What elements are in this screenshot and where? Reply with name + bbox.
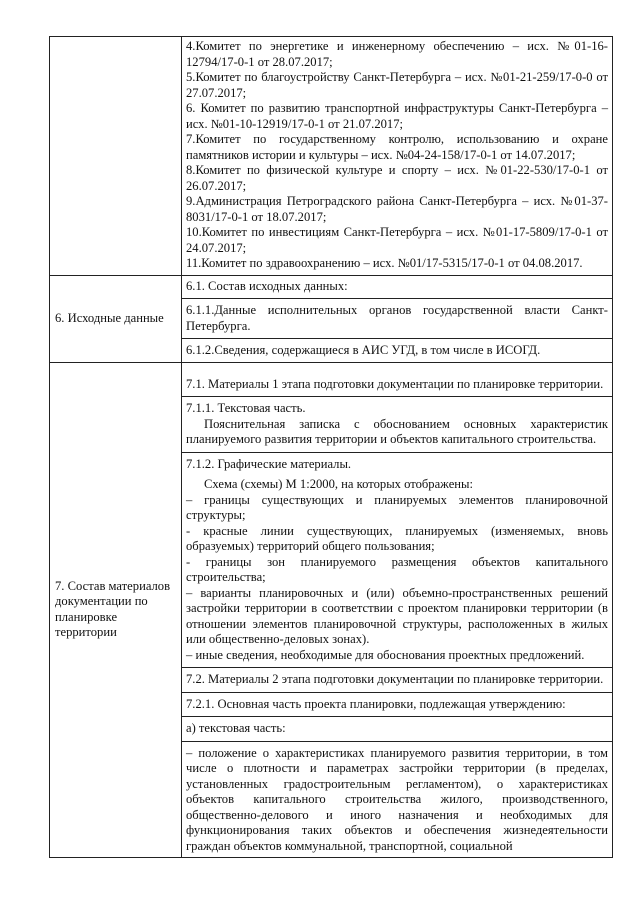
paragraph: а) текстовая часть:: [186, 721, 286, 735]
paragraph: – положение о характеристиках планируемого развития территории, в том числе о плотности и параметрах застройки территории (в пределах, установленных градостроительным регламентом), о характеристиках объектов капитального строительства жилого, производственного, общественно-делового и иного назначения и необходимых для функционирования таких объектов и обеспечения жизнедеятельности граждан объектов коммунальной, транспортной, социальной: [186, 745, 608, 853]
paragraph: 7.2.1. Основная часть проекта планировки, подлежащая утверждению:: [186, 696, 566, 711]
list-item: 6. Комитет по развитию транспортной инфраструктуры Санкт-Петербурга – исх. №01-10-12919/17-0-1 от 21.07.2017;: [186, 101, 608, 131]
section-6-content: [182, 275, 613, 362]
paragraph: Пояснительная записка с обоснованием основных характеристик планируемого развития территории и объектов капитального строительства.: [186, 416, 608, 446]
list-item: 9.Администрация Петроградского района Санкт-Петербурга – исх. №01-37-8031/17-0-1 от 18.07.2017;: [186, 194, 608, 224]
list-item: 5.Комитет по благоустройству Санкт-Петербурга – исх. №01-21-259/17-0-0 от 27.07.2017;: [186, 70, 608, 100]
list-item: - границы зон планируемого размещения объектов капитального строительства;: [186, 554, 608, 584]
divider: [182, 452, 612, 453]
paragraph: Схема (схемы) М 1:2000, на которых отображены:: [204, 477, 473, 491]
table-row: [50, 362, 613, 858]
list-item: 8.Комитет по физической культуре и спорту – исх. №01-22-530/17-0-1 от 26.07.2017;: [186, 163, 608, 193]
list-item: 6.1.1.Данные исполнительных органов государственной власти Санкт-Петербурга.: [186, 303, 608, 333]
list-item: - красные линии существующих, планируемых (изменяемых, вновь образуемых) территорий общего пользования;: [186, 523, 608, 553]
table-row: [50, 275, 613, 362]
section-label-cell: [50, 362, 182, 858]
divider: [182, 692, 612, 693]
list-item: 10.Комитет по инвестициям Санкт-Петербурга – исх. №01-17-5809/17-0-1 от 24.07.2017;: [186, 225, 608, 255]
list-item: 6.1.2.Сведения, содержащиеся в АИС УГД, в том числе в ИСОГД.: [186, 343, 541, 357]
divider: [182, 741, 612, 742]
divider: [182, 298, 612, 299]
paragraph: 7.1. Материалы 1 этапа подготовки документации по планировке территории.: [186, 376, 604, 391]
list-item: 6.1. Состав исходных данных:: [186, 278, 348, 293]
table-row: [50, 37, 613, 276]
list-item: 4.Комитет по энергетике и инженерному обеспечению – исх. №01-16-12794/17-0-1 от 28.07.2017;: [186, 39, 608, 69]
paragraph: 7.1.2. Графические материалы.: [186, 456, 352, 471]
list-item: – иные сведения, необходимые для обоснования проектных предложений.: [186, 647, 585, 662]
divider: [182, 338, 612, 339]
divider: [182, 396, 612, 397]
empty-label-cell: [50, 37, 182, 276]
list-item: – границы существующих и планируемых элементов планировочной структуры;: [186, 492, 608, 522]
document-table: [49, 36, 613, 858]
section-7-content: [182, 362, 613, 858]
divider: [182, 667, 612, 668]
committees-cell: [182, 37, 613, 276]
list-item: 7.Комитет по государственному контролю, использованию и охране памятников истории и культуры – исх. №04-24-158/17-0-1 от 14.07.2017;: [186, 132, 608, 162]
section-6-label: 6. Исходные данные: [55, 310, 164, 325]
list-item: – варианты планировочных и (или) объемно-пространственных решений застройки территории в соответствии с проектом планировки территории (в отношении элементов планировочной структуры, расположенных в жилых или общественно-деловых зонах).: [186, 585, 608, 646]
section-label-cell: [50, 275, 182, 362]
divider: [182, 716, 612, 717]
paragraph: 7.2. Материалы 2 этапа подготовки документации по планировке территории.: [186, 672, 604, 686]
paragraph: 7.1.1. Текстовая часть.: [186, 401, 306, 415]
list-item: 11.Комитет по здравоохранению – исх. №01/17-5315/17-0-1 от 04.08.2017.: [186, 256, 583, 270]
section-7-label: 7. Состав материалов документации по планировке территории: [55, 578, 171, 640]
